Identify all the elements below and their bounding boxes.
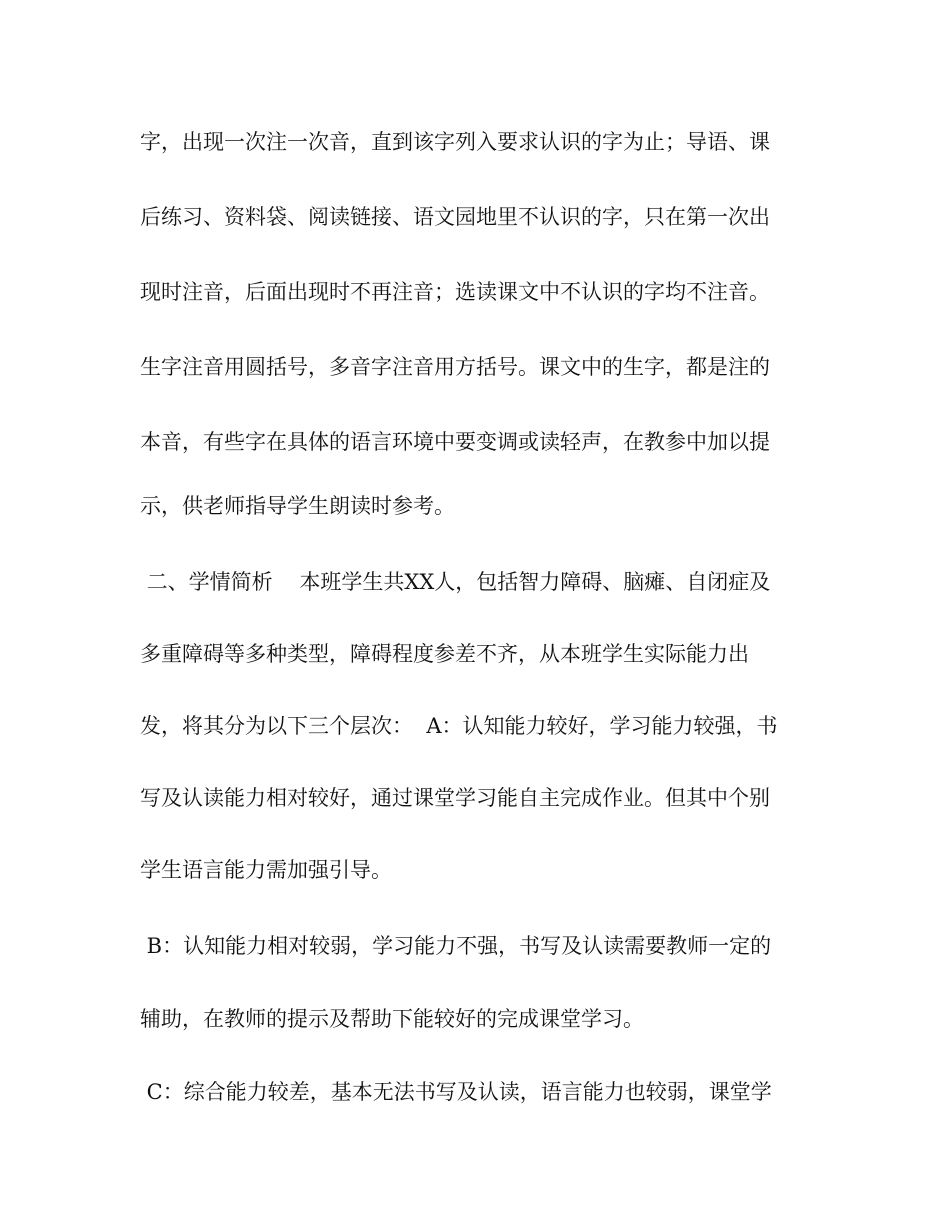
text-line: 生字注音用圆括号，多音字注音用方括号。课文中的生字，都是注的 [140,355,770,379]
text-line: 辅助，在教师的提示及帮助下能较好的完成课堂学习。 [140,1007,644,1031]
text-line: 后练习、资料袋、阅读链接、语文园地里不认识的字，只在第一次出 [140,205,770,229]
section-heading-line: 二、学情简析 本班学生共XX人，包括智力障碍、脑瘫、自闭症及 [140,570,771,594]
text-line: 本音，有些字在具体的语言环境中要变调或读轻声，在教参中加以提 [140,430,770,454]
text-line: 现时注音，后面出现时不再注音；选读课文中不认识的字均不注音。 [140,280,770,304]
text-line: 字，出现一次注一次音，直到该字列入要求认识的字为止；导语、课 [140,130,770,154]
text-line: 示，供老师指导学生朗读时参考。 [140,494,455,518]
text-line: 多重障碍等多种类型，障碍程度参差不齐，从本班学生实际能力出 [140,642,749,666]
text-line: C：综合能力较差，基本无法书写及认读，语言能力也较弱，课堂学 [140,1080,772,1104]
text-line: 发，将其分为以下三个层次： A：认知能力较好，学习能力较强，书 [140,714,778,738]
text-line: 学生语言能力需加强引导。 [140,858,392,882]
text-line: B：认知能力相对较弱，学习能力不强，书写及认读需要教师一定的 [140,934,772,958]
text-line: 写及认读能力相对较好，通过课堂学习能自主完成作业。但其中个别 [140,786,770,810]
